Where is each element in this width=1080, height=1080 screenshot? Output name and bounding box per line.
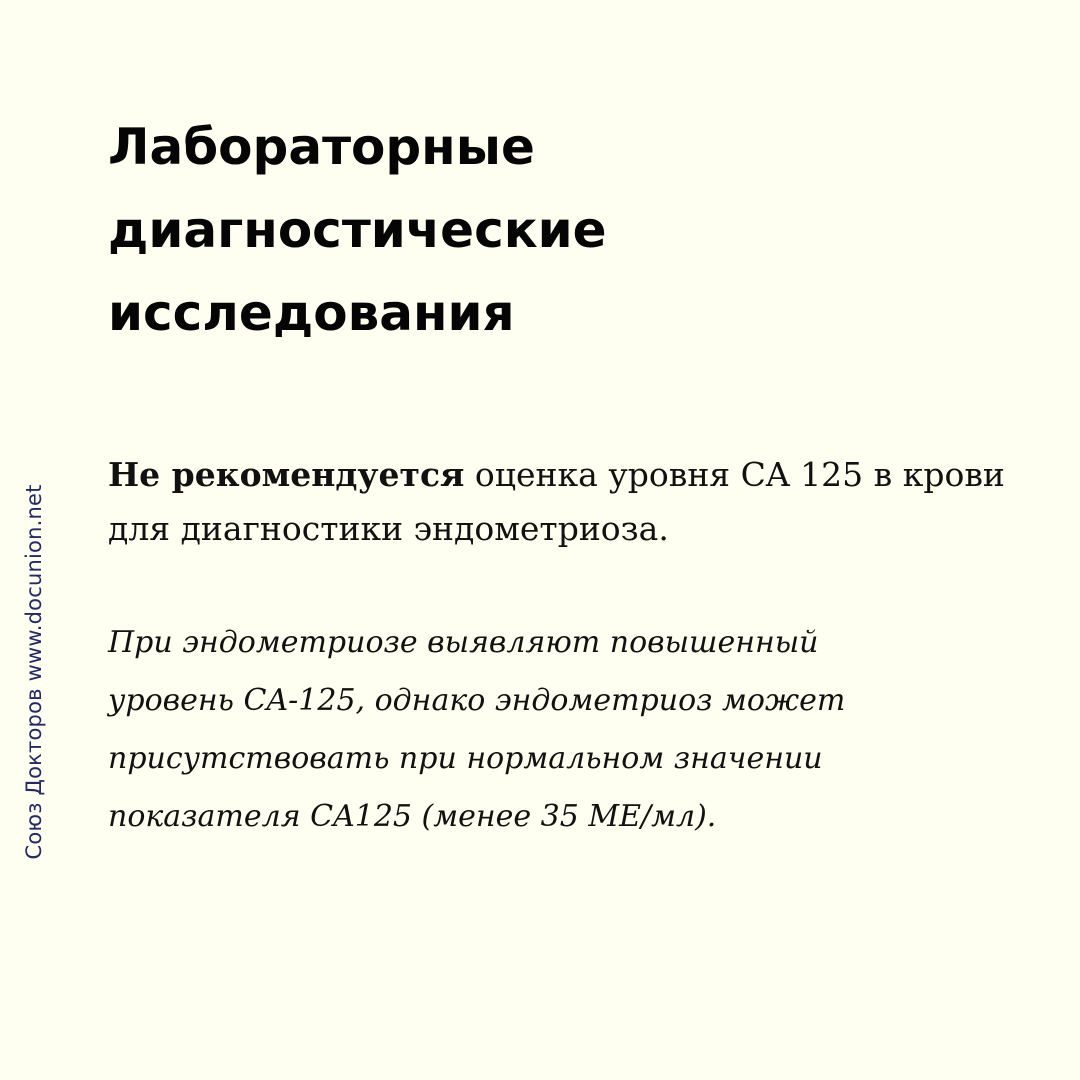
note-line: показателя CA125 (менее 35 МЕ/мл). [108, 799, 717, 834]
title-line: исследования [108, 284, 515, 342]
title-line: Лабораторные [108, 118, 535, 176]
note-line: уровень CA-125, однако эндометриоз может [108, 683, 846, 718]
note-line: присутствовать при нормальном значении [108, 741, 823, 776]
page-title [108, 106, 1008, 355]
note-line: При эндометриозе выявляют повышенный [108, 625, 819, 660]
statement-emphasis: Не рекомендуется [108, 455, 465, 494]
side-credit: Союз Докторов www.docunion.net [22, 484, 46, 860]
explanatory-note [108, 614, 1008, 846]
recommendation-statement [108, 448, 1028, 556]
statement-text: оценка уровня CA 125 в крови для диагностики эндометриоза. [108, 455, 1005, 548]
title-line: диагностические [108, 201, 607, 259]
